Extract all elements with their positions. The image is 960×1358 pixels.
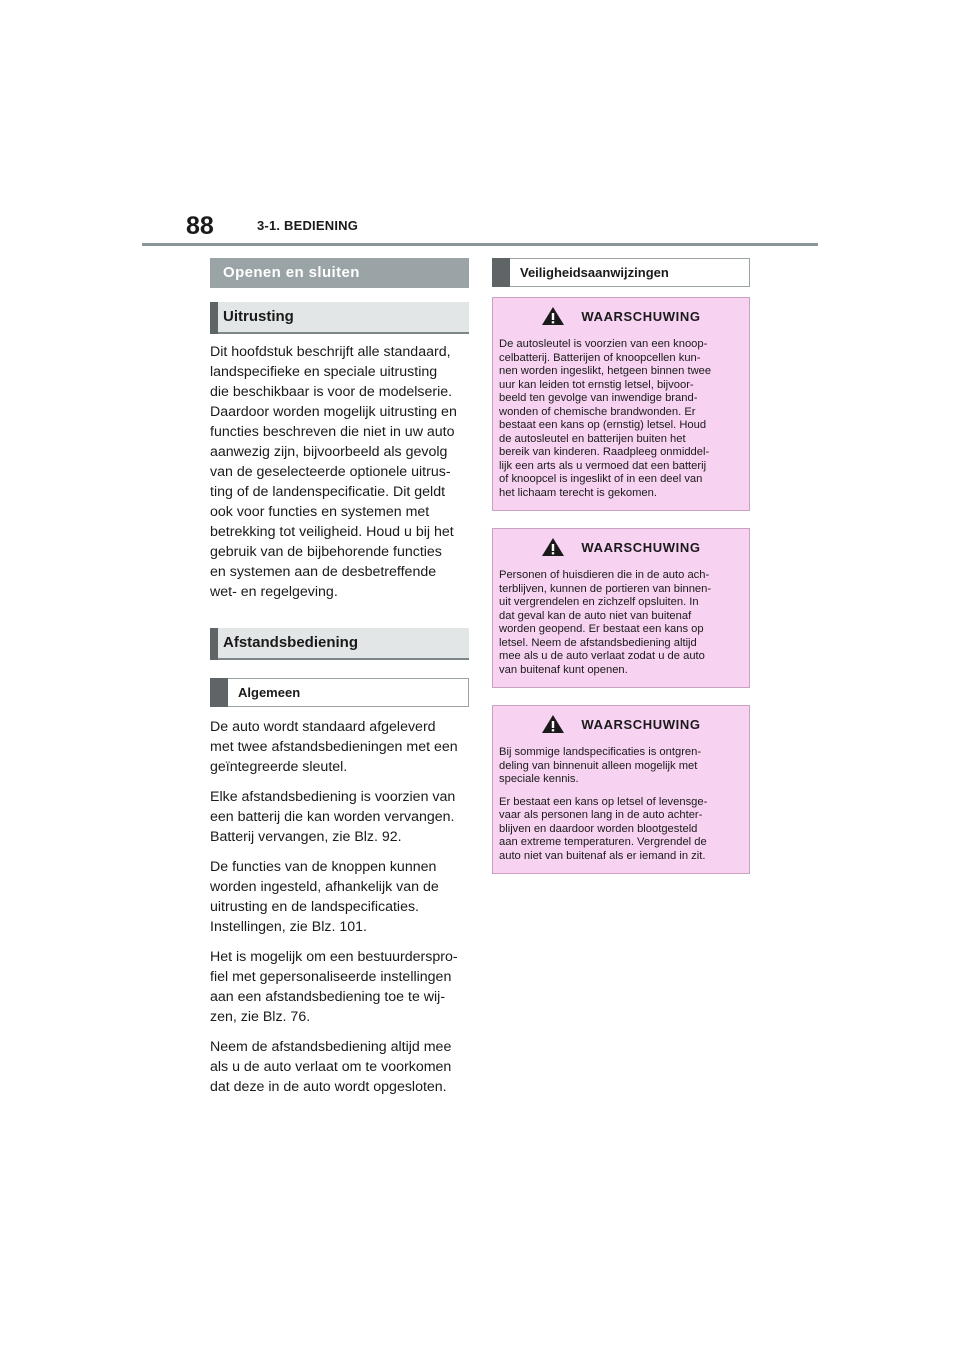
text-line: Er bestaat een kans op letsel of levensge- [499, 795, 708, 808]
safety-heading: Veiligheidsaanwijzingen [492, 258, 750, 287]
warning-header [499, 537, 743, 557]
warning-triangle-icon [541, 306, 565, 326]
text-line: De auto wordt standaard afgeleverd [210, 719, 436, 735]
text-line: aan extreme temperaturen. Vergrendel de [499, 836, 707, 848]
paragraph [210, 717, 469, 777]
warning-triangle-icon [541, 714, 565, 734]
text-line: van buitenaf kunt openen. [499, 663, 628, 676]
uitrusting-text [210, 342, 469, 602]
paragraph [210, 947, 469, 1027]
left-column [210, 258, 469, 1107]
text-line: deling van binnenuit alleen mogelijk met [499, 759, 698, 772]
text-line: Instellingen, zie Blz. 101. [210, 919, 367, 935]
text-line: beeld ten gevolge van inwendige brand- [499, 392, 698, 404]
warning-header [499, 306, 743, 326]
text-line: Batterij vervangen, zie Blz. 92. [210, 829, 402, 845]
text-line: en systemen aan de desbetreffende [210, 564, 437, 580]
text-line: bestaat een kans op (ernstig) letsel. Houd [499, 419, 707, 431]
text-line: met twee afstandsbedieningen met een [210, 739, 458, 755]
text-line: zen, zie Blz. 76. [210, 1009, 311, 1025]
main-heading: Openen en sluiten [210, 258, 469, 288]
text-line: ting of de landenspecificatie. Dit geldt [210, 484, 446, 500]
header-rule [142, 243, 818, 246]
text-line: die beschikbaar is voor de modelserie. [210, 384, 453, 400]
text-line: gebruik van de bijbehorende functies [210, 544, 442, 560]
text-line: de autosleutel en batterijen buiten het [499, 432, 686, 445]
algemeen-text [210, 717, 469, 1097]
text-line: wet- en regelgeving. [210, 584, 338, 600]
warning-box [492, 297, 750, 511]
text-line: Daardoor worden mogelijk uitrusting en [210, 404, 457, 420]
paragraph [210, 787, 469, 847]
text-line: ook voor functies en systemen met [210, 504, 430, 520]
text-line: als u de auto verlaat om te voorkomen [210, 1059, 452, 1075]
text-line: celbatterij. Batterijen of knoopcellen kun- [499, 351, 701, 364]
text-line: een batterij die kan worden vervangen. [210, 809, 455, 825]
text-line: speciale kennis. [499, 773, 579, 785]
text-line: Het is mogelijk om een bestuurderspro- [210, 949, 458, 965]
text-line: Personen of huisdieren die in de auto ach- [499, 569, 710, 581]
warning-triangle-icon [541, 537, 565, 557]
warning-title: WAARSCHUWING [581, 308, 701, 324]
text-line: dat geval kan de auto niet van buitenaf [499, 609, 692, 622]
algemeen-heading: Algemeen [210, 678, 469, 707]
paragraph [210, 857, 469, 937]
text-line: letsel. Neem de afstandsbediening altijd [499, 636, 697, 649]
text-line: terblijven, kunnen de portieren van binnen- [499, 582, 712, 595]
text-line: nen worden ingeslikt, hetgeen binnen twee [499, 365, 712, 377]
text-line: uitrusting en de landspecificaties. [210, 899, 419, 915]
text-line: dat deze in de auto wordt opgesloten. [210, 1079, 447, 1095]
text-line: geïntegreerde sleutel. [210, 759, 348, 775]
page-number: 88 [186, 212, 214, 240]
warning-text [499, 569, 743, 677]
warning-box [492, 528, 750, 688]
text-line: Neem de afstandsbediening altijd mee [210, 1039, 452, 1055]
text-line: lijk een arts als u vermoed dat een batterij [499, 459, 707, 472]
warning-title: WAARSCHUWING [581, 539, 701, 555]
text-line: wonden of chemische brandwonden. Er [499, 405, 696, 418]
text-line: bereik van kinderen. Raadpleeg onmiddel- [499, 446, 710, 458]
afstandsbediening-heading: Afstandsbediening [210, 628, 469, 660]
text-line: of knoopcel is ingeslikt of in een deel van [499, 473, 703, 485]
warning-text [499, 796, 743, 864]
text-line: worden ingesteld, afhankelijk van de [210, 879, 439, 895]
warning-title: WAARSCHUWING [581, 716, 701, 732]
text-line: landspecifieke en speciale uitrusting [210, 364, 438, 380]
text-line: blijven en daardoor worden blootgesteld [499, 822, 698, 835]
text-line: De autosleutel is voorzien van een knoop- [499, 338, 708, 350]
warning-header [499, 714, 743, 734]
text-line: functies beschreven die niet in uw auto [210, 424, 455, 440]
text-line: De functies van de knoppen kunnen [210, 859, 437, 875]
warning-text [499, 338, 743, 500]
text-line: mee als u de auto verlaat zodat u de auto [499, 650, 705, 662]
warning-text [499, 746, 743, 787]
warning-box [492, 705, 750, 874]
text-line: uur kan leiden tot ernstig letsel, bijvoor- [499, 378, 694, 391]
text-line: betrekking tot veiligheid. Houd u bij het [210, 524, 454, 540]
right-column [492, 258, 750, 874]
text-line: Elke afstandsbediening is voorzien van [210, 789, 456, 805]
paragraph [210, 1037, 469, 1097]
text-line: aan een afstandsbediening toe te wij- [210, 989, 446, 1005]
text-line: fiel met gepersonaliseerde instellingen [210, 969, 452, 985]
text-line: Bij sommige landspecificaties is ontgren- [499, 746, 702, 758]
section-label: 3-1. BEDIENING [257, 218, 359, 233]
text-line: Dit hoofdstuk beschrijft alle standaard, [210, 344, 451, 360]
text-line: aanwezig zijn, bijvoorbeeld als gevolg [210, 444, 448, 460]
text-line: uit vergrendelen en zichzelf opsluiten. In [499, 596, 699, 608]
text-line: vaar als personen lang in de auto achter- [499, 809, 703, 821]
text-line: worden geopend. Er bestaat een kans op [499, 623, 704, 635]
uitrusting-heading: Uitrusting [210, 302, 469, 334]
text-line: van de geselecteerde optionele uitrus- [210, 464, 451, 480]
text-line: het lichaam terecht is gekomen. [499, 486, 657, 499]
text-line: auto niet van buitenaf als er iemand in zit. [499, 849, 706, 862]
